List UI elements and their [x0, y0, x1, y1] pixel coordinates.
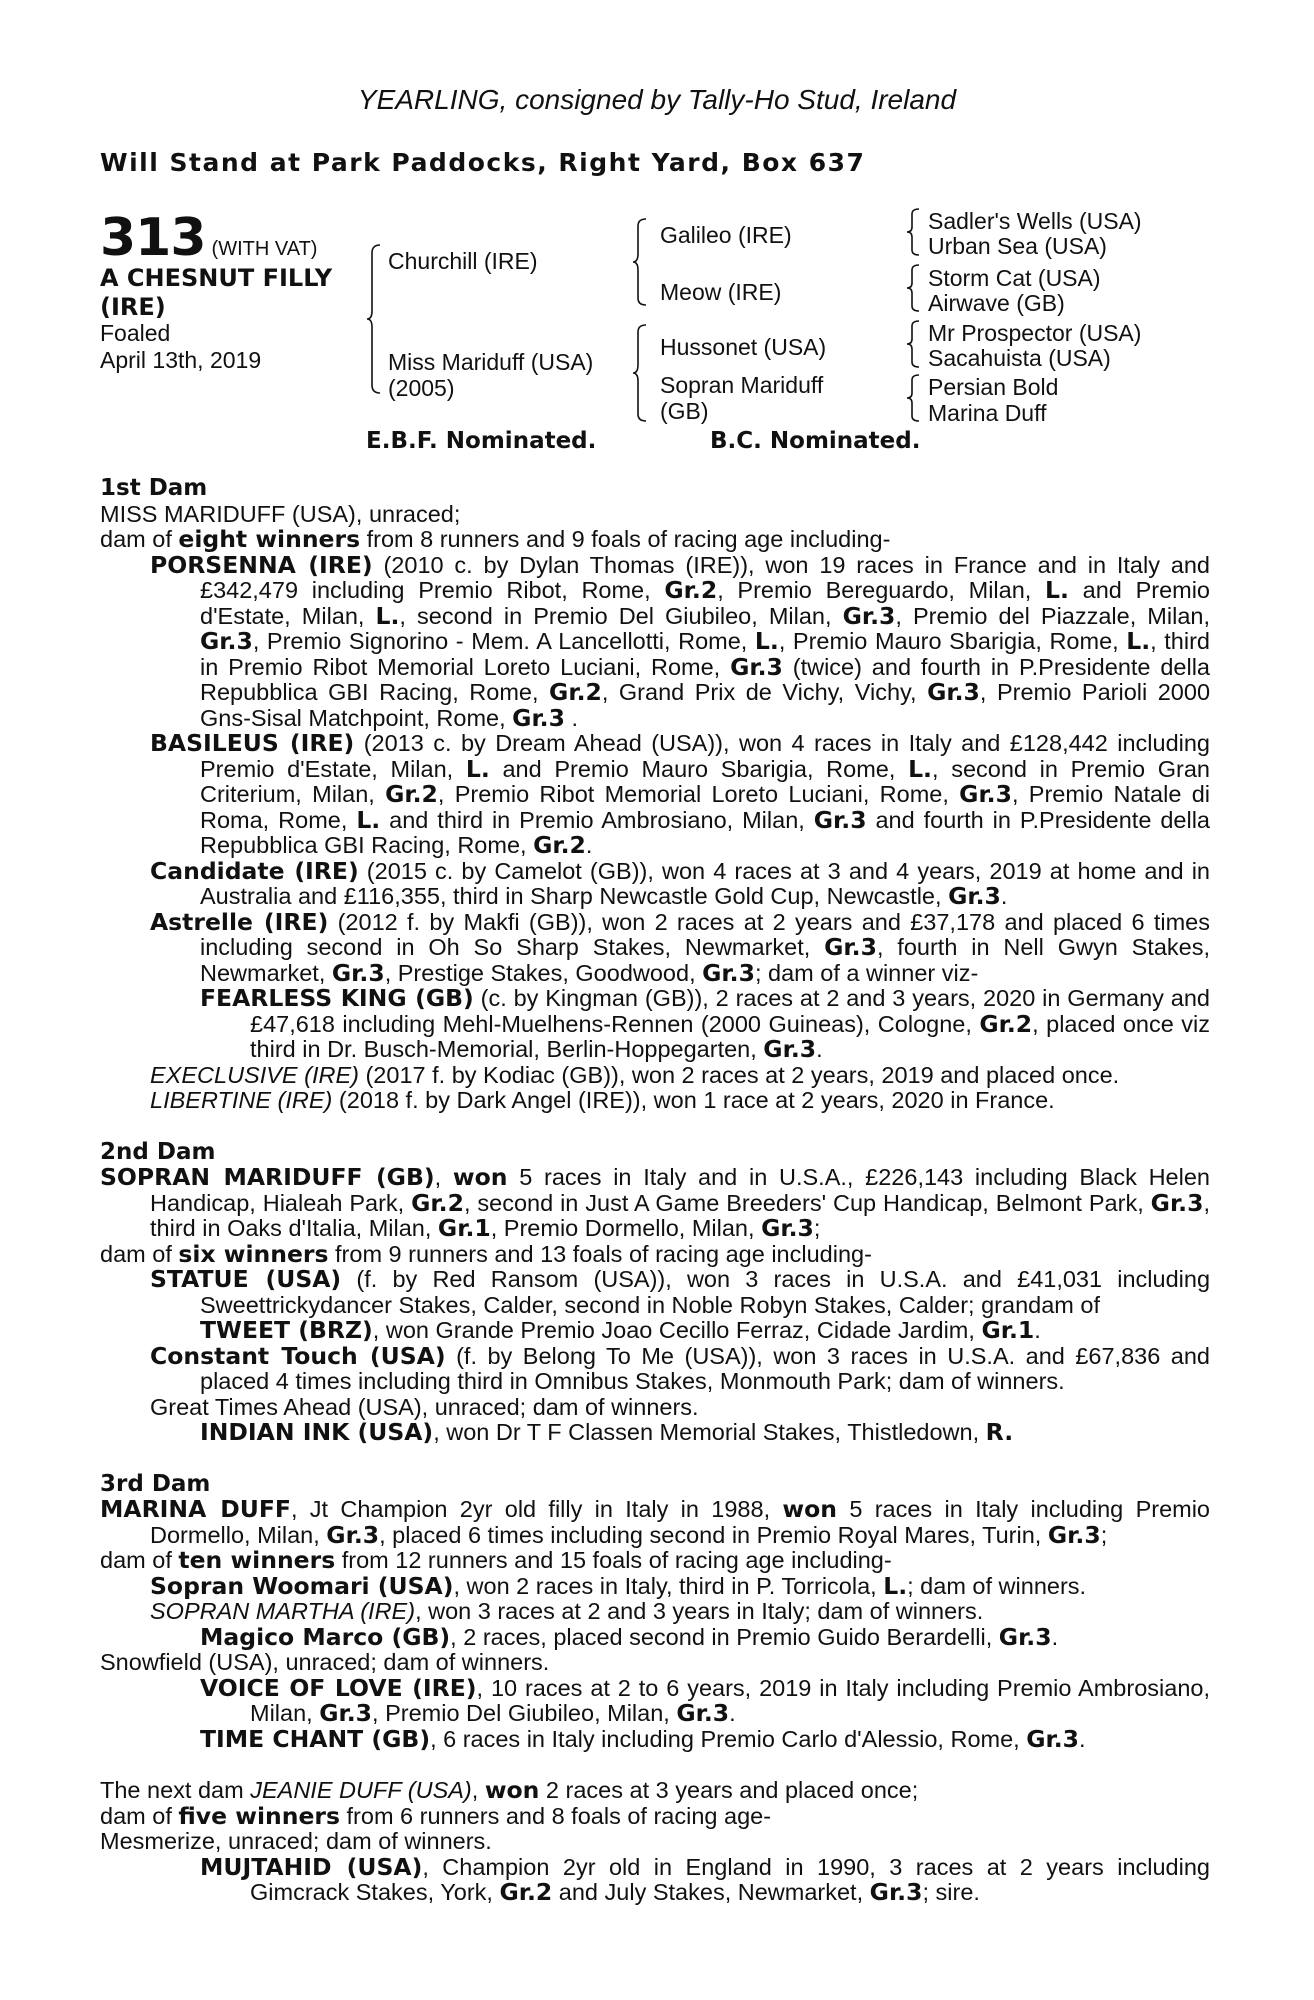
- progeny-tweet: TWEET (BRZ), won Grande Premio Joao Cecillo Ferraz, Cidade Jardim, Gr.1.: [200, 1316, 1041, 1344]
- third-dam-summary: dam of ten winners from 12 runners and 15 foals of racing age including-: [100, 1546, 892, 1574]
- progeny-candidate: Candidate (IRE) (2015 c. by Camelot (GB)), won 4 races at 3 and 4 years, 2019 at home and in Australia and £116,355, third in Sharp Newcastle Gold Cup, Newcastle, Gr.3.: [150, 856, 1211, 910]
- progeny-porsenna: PORSENNA (IRE) (2010 c. by Dylan Thomas (IRE)), won 19 races in France and in Italy and £342,479 including Premio Ribot, Rome, Gr.2, Premio Bereguardo, Milan, L. and Premio d'Estate, Milan, L., second in Premio Del Giubileo, Milan, Gr.3, Premio del Piazzale, Milan, Gr.3, Premio Signorino - Mem. A Lancellotti, Rome, L., Premio Mauro Sbarigia, Rome, L., third in Premio Ribot Memorial Loreto Luciani, Rome, Gr.3 (twice) and fourth in P.Presidente della Repubblica GBI Racing, Rome, Gr.2, Grand Prix de Vichy, Vichy, Gr.3, Premio Parioli 2000 Gns-Sisal Matchpoint, Rome, Gr.3 .: [150, 550, 1211, 732]
- pedigree-sire: Churchill (IRE): [388, 248, 538, 274]
- progeny-fearless-king: FEARLESS KING (GB) (c. by Kingman (GB)), 2 races at 2 and 3 years, 2020 in Germany and £47,618 including Mehl-Muelhens-Rennen (2000 Guineas), Cologne, Gr.2, placed once viz third in Dr. Busch-Memorial, Berlin-Hoppegarten, Gr.3.: [200, 984, 1210, 1063]
- second-dam-summary: dam of six winners from 9 runners and 13 foals of racing age including-: [100, 1239, 872, 1268]
- pedigree-brace-gen3-1: [906, 208, 920, 256]
- pedigree-gen3-mr-prospector: Mr Prospector (USA): [928, 320, 1142, 346]
- pedigree-gen3-persian-bold: Persian Bold: [928, 374, 1059, 400]
- progeny-sopran-woomari: Sopran Woomari (USA), won 2 races in Italy, third in P. Torricola, L.; dam of winners.: [150, 1571, 1087, 1600]
- next-dam-summary: dam of five winners from 6 runners and 8 foals of racing age-: [100, 1801, 772, 1830]
- progeny-basileus: BASILEUS (IRE) (2013 c. by Dream Ahead (USA)), won 4 races in Italy and £128,442 including Premio d'Estate, Milan, L. and Premio Mauro Sbarigia, Rome, L., second in Premio Gran Criterium, Milan, Gr.2, Premio Ribot Memorial Loreto Luciani, Rome, Gr.3, Premio Natale di Roma, Rome, L. and third in Premio Ambrosiano, Milan, Gr.3 and fourth in P.Presidente della Repubblica GBI Racing, Rome, Gr.2.: [150, 729, 1211, 859]
- progeny-great-times-ahead: Great Times Ahead (USA), unraced; dam of winners.: [150, 1393, 699, 1420]
- catalogue-body: [100, 476, 1210, 1906]
- pedigree-gen3-airwave: Airwave (GB): [928, 290, 1065, 316]
- third-dam-intro: MARINA DUFF, Jt Champion 2yr old filly in Italy in 1988, won 5 races in Italy including Premio Dormello, Milan, Gr.3, placed 6 times including second in Premio Royal Mares, Turin, Gr.3;: [100, 1495, 1211, 1549]
- progeny-libertine: LIBERTINE (IRE) (2018 f. by Dark Angel (IRE)), won 1 race at 2 years, 2020 in France.: [150, 1087, 1055, 1113]
- pedigree-sire-sire: Galileo (IRE): [660, 222, 792, 248]
- pedigree-brace-gen1: [366, 244, 382, 394]
- lot-description-line1: A CHESNUT FILLY: [100, 264, 333, 292]
- pedigree-gen3-marina-duff: Marina Duff: [928, 400, 1047, 426]
- progeny-indian-ink: INDIAN INK (USA), won Dr T F Classen Memorial Stakes, Thistledown, R.: [200, 1418, 1014, 1446]
- bc-nominated: B.C. Nominated.: [710, 428, 921, 454]
- pedigree-gen3-sadlers-wells: Sadler's Wells (USA): [928, 208, 1142, 234]
- stand-location: Will Stand at Park Paddocks, Right Yard, Box 637: [100, 148, 866, 177]
- progeny-astrelle: Astrelle (IRE) (2012 f. by Makfi (GB)), won 2 races at 2 years and £37,178 and placed 6 times including second in Oh So Sharp Stakes, Newmarket, Gr.3, fourth in Nell Gwyn Stakes, Newmarket, Gr.3, Prestige Stakes, Goodwood, Gr.3; dam of a winner viz-: [150, 907, 1210, 987]
- first-dam-intro: MISS MARIDUFF (USA), unraced;: [100, 500, 461, 527]
- pedigree-brace-gen3-2: [906, 264, 920, 312]
- pedigree-dam-line2: (2005): [388, 375, 455, 401]
- pedigree-dam-dam-line2: (GB): [660, 398, 709, 424]
- progeny-magico-marco: Magico Marco (GB), 2 races, placed second in Premio Guido Berardelli, Gr.3.: [200, 1622, 1059, 1651]
- lot-description-line2: (IRE): [100, 293, 166, 321]
- next-dam-intro: The next dam JEANIE DUFF (USA), won 2 races at 3 years and placed once;: [100, 1776, 919, 1804]
- pedigree-brace-gen3-3: [906, 320, 920, 368]
- progeny-sopran-martha: SOPRAN MARTHA (IRE), won 3 races at 2 and 3 years in Italy; dam of winners.: [150, 1598, 984, 1624]
- progeny-mesmerize: Mesmerize, unraced; dam of winners.: [100, 1828, 492, 1854]
- foaled-date: April 13th, 2019: [100, 347, 262, 373]
- pedigree-sire-dam: Meow (IRE): [660, 279, 782, 305]
- pedigree-brace-gen3-4: [906, 374, 920, 422]
- pedigree-brace-sire: [632, 218, 648, 306]
- pedigree-gen3-urban-sea: Urban Sea (USA): [928, 233, 1107, 259]
- second-dam-intro: SOPRAN MARIDUFF (GB), won 5 races in Italy and in U.S.A., £226,143 including Black Helen Handicap, Hialeah Park, Gr.2, second in Just A Game Breeders' Cup Handicap, Belmont Park, Gr.3, third in Oaks d'Italia, Milan, Gr.1, Premio Dormello, Milan, Gr.3;: [100, 1163, 1210, 1242]
- progeny-execlusive: EXECLUSIVE (IRE) (2017 f. by Kodiac (GB)), won 2 races at 2 years, 2019 and placed once.: [150, 1061, 1120, 1088]
- progeny-time-chant: TIME CHANT (GB), 6 races in Italy including Premio Carlo d'Alessio, Rome, Gr.3.: [200, 1724, 1086, 1753]
- pedigree-dam-line1: Miss Mariduff (USA): [388, 349, 594, 375]
- third-dam-heading: 3rd Dam: [100, 1470, 211, 1497]
- pedigree-brace-dam: [632, 324, 648, 422]
- page-heading: YEARLING, consigned by Tally-Ho Stud, Ireland: [357, 84, 957, 115]
- pedigree-gen3-storm-cat: Storm Cat (USA): [928, 265, 1101, 291]
- lot-description: [100, 264, 332, 322]
- progeny-statue: STATUE (USA) (f. by Red Ransom (USA)), won 3 races in U.S.A. and £41,031 including Sweettrickydancer Stakes, Calder, second in Noble Robyn Stakes, Calder; grandam of: [150, 1265, 1211, 1318]
- first-dam-heading: 1st Dam: [100, 475, 208, 501]
- lot-number-block: [100, 208, 317, 268]
- progeny-constant-touch: Constant Touch (USA) (f. by Belong To Me (USA)), won 3 races in U.S.A. and £67,836 and placed 4 times including third in Omnibus Stakes, Monmouth Park; dam of winners.: [150, 1341, 1210, 1394]
- progeny-mujtahid: MUJTAHID (USA), Champion 2yr old in England in 1990, 3 races at 2 years including Gimcrack Stakes, York, Gr.2 and July Stakes, Newmarket, Gr.3; sire.: [200, 1852, 1210, 1906]
- foaled-label: Foaled: [100, 320, 171, 346]
- pedigree-dam-dam-line1: Sopran Mariduff: [660, 372, 824, 398]
- ebf-nominated: E.B.F. Nominated.: [366, 428, 597, 454]
- progeny-voice-of-love: VOICE OF LOVE (IRE), 10 races at 2 to 6 years, 2019 in Italy including Premio Ambrosiano, Milan, Gr.3, Premio Del Giubileo, Milan, Gr.3.: [200, 1673, 1210, 1727]
- lot-number: 313: [100, 208, 206, 268]
- pedigree-gen3-sacahuista: Sacahuista (USA): [928, 345, 1111, 371]
- pedigree-dam-sire: Hussonet (USA): [660, 334, 827, 360]
- vat-label: (WITH VAT): [211, 238, 318, 260]
- progeny-snowfield: Snowfield (USA), unraced; dam of winners.: [100, 1649, 550, 1675]
- second-dam-heading: 2nd Dam: [100, 1138, 216, 1165]
- first-dam-summary: dam of eight winners from 8 runners and 9 foals of racing age including-: [100, 525, 891, 553]
- foaled-block: [100, 320, 261, 374]
